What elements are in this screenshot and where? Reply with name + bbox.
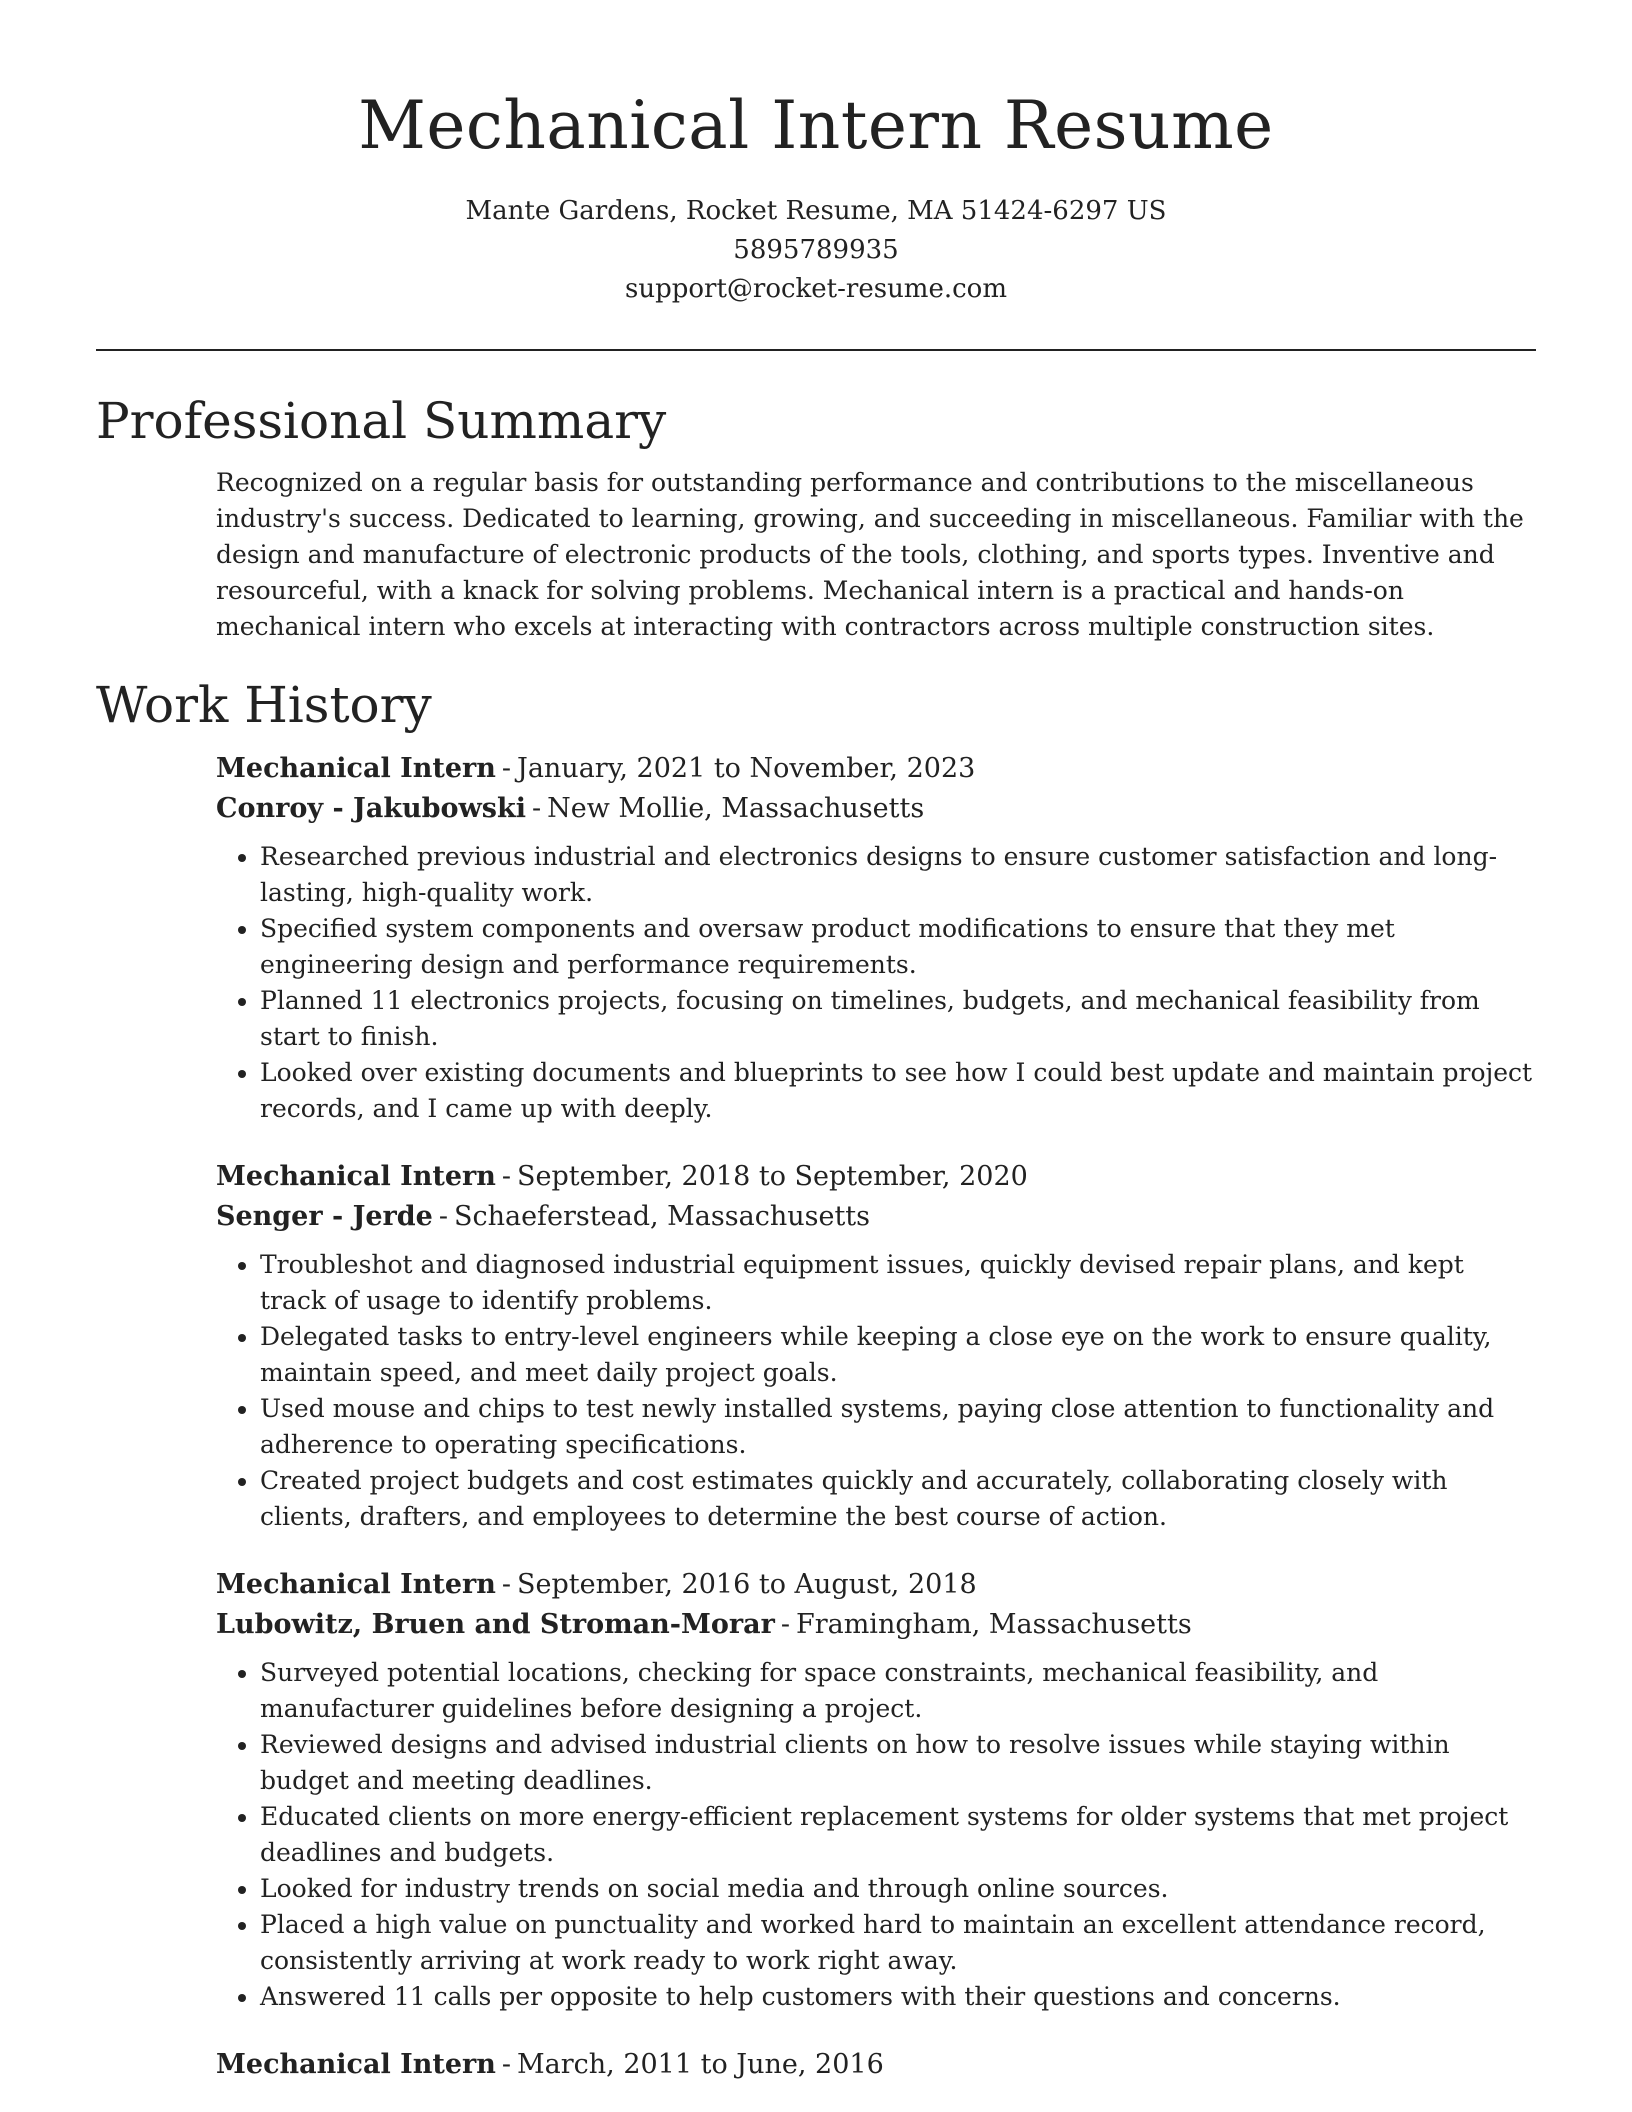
resume-page (96, 0, 1536, 2085)
job-dates: January, 2021 to November, 2023 (517, 753, 976, 784)
header-divider (96, 349, 1536, 351)
contact-phone: 5895789935 (733, 235, 899, 265)
job-bullets (216, 1655, 1536, 2015)
separator: - (780, 1609, 790, 1640)
job-entry (216, 1157, 1536, 1535)
job-company-line (216, 1197, 1536, 1237)
job-company-line (216, 1605, 1536, 1645)
job-location: Framingham, Massachusetts (795, 1609, 1192, 1640)
resume-title: Mechanical Intern Resume (358, 87, 1274, 164)
list-item: • Researched previous industrial and electronics designs to ensure customer satisfaction and long-lasting, high-quality work. (260, 839, 1536, 911)
list-item: • Placed a high value on punctuality and worked hard to maintain an excellent attendance record, consistently arriving at work ready to work right away. (260, 1907, 1536, 1979)
list-item: • Looked for industry trends on social media and through online sources. (260, 1871, 1536, 1907)
separator: - (438, 1201, 448, 1232)
job-location: Schaeferstead, Massachusetts (453, 1201, 871, 1232)
contact-address: Mante Gardens, Rocket Resume, MA 51424-6297 US (465, 196, 1167, 226)
separator: - (501, 2049, 511, 2080)
summary-text: Recognized on a regular basis for outstanding performance and contributions to the miscellaneous industry's success. Dedicated to learning, growing, and succeeding in miscellaneous. Familiar with the design and manufacture of electronic products of the tools, clothing, and sports types. Inventive and resourceful, with a knack for solving problems. Mechanical intern is a practical and hands-on mechanical intern who excels at interacting with contractors across multiple construction sites. (216, 468, 1524, 641)
list-item: • Created project budgets and cost estimates quickly and accurately, collaborating closely with clients, drafters, and employees to determine the best course of action. (260, 1463, 1536, 1535)
job-role: Mechanical Intern (216, 2049, 496, 2080)
job-company: Lubowitz, Bruen and Stroman-Morar (216, 1609, 775, 1640)
job-role: Mechanical Intern (216, 753, 496, 784)
job-title-line (216, 749, 1536, 789)
job-entry (216, 2045, 1536, 2085)
job-role: Mechanical Intern (216, 1161, 496, 1192)
list-item: • Surveyed potential locations, checking for space constraints, mechanical feasibility, and manufacturer guidelines before designing a project. (260, 1655, 1536, 1727)
separator: - (531, 793, 542, 824)
job-entry (216, 1565, 1536, 2015)
resume-header (96, 0, 1536, 309)
job-title-line (216, 1565, 1536, 1605)
list-item: • Specified system components and oversaw product modifications to ensure that they met engineering design and performance requirements. (260, 911, 1536, 983)
separator: - (501, 1161, 511, 1192)
job-entry (216, 749, 1536, 1127)
summary-heading: Professional Summary (96, 392, 667, 450)
job-dates: September, 2016 to August, 2018 (517, 1569, 977, 1600)
list-item: • Planned 11 electronics projects, focusing on timelines, budgets, and mechanical feasibility from start to finish. (260, 983, 1536, 1055)
job-role: Mechanical Intern (216, 1569, 496, 1600)
job-bullets (216, 839, 1536, 1127)
job-location: New Mollie, Massachusetts (547, 793, 925, 824)
job-bullets (216, 1247, 1536, 1535)
job-dates: March, 2011 to June, 2016 (517, 2049, 884, 2080)
job-company: Senger - Jerde (216, 1201, 433, 1232)
job-title-line (216, 2045, 1536, 2085)
list-item: • Troubleshot and diagnosed industrial equipment issues, quickly devised repair plans, and kept track of usage to identify problems. (260, 1247, 1536, 1319)
list-item: • Answered 11 calls per opposite to help customers with their questions and concerns. (260, 1979, 1536, 2015)
separator: - (501, 1569, 511, 1600)
list-item: • Reviewed designs and advised industrial clients on how to resolve issues while staying within budget and meeting deadlines. (260, 1727, 1536, 1799)
list-item: • Used mouse and chips to test newly installed systems, paying close attention to functionality and adherence to operating specifications. (260, 1391, 1536, 1463)
list-item: • Educated clients on more energy-efficient replacement systems for older systems that met project deadlines and budgets. (260, 1799, 1536, 1871)
list-item: • Looked over existing documents and blueprints to see how I could best update and maintain project records, and I came up with deeply. (260, 1055, 1536, 1127)
job-title-line (216, 1157, 1536, 1197)
list-item: • Delegated tasks to entry-level engineers while keeping a close eye on the work to ensure quality, maintain speed, and meet daily project goals. (260, 1319, 1536, 1391)
job-dates: September, 2018 to September, 2020 (517, 1161, 1028, 1192)
job-company-line (216, 789, 1536, 829)
contact-email: support@rocket-resume.com (624, 274, 1007, 304)
job-company: Conroy - Jakubowski (216, 793, 526, 824)
contact-block (96, 192, 1536, 309)
work-history-heading: Work History (96, 676, 432, 734)
separator: - (501, 753, 511, 784)
